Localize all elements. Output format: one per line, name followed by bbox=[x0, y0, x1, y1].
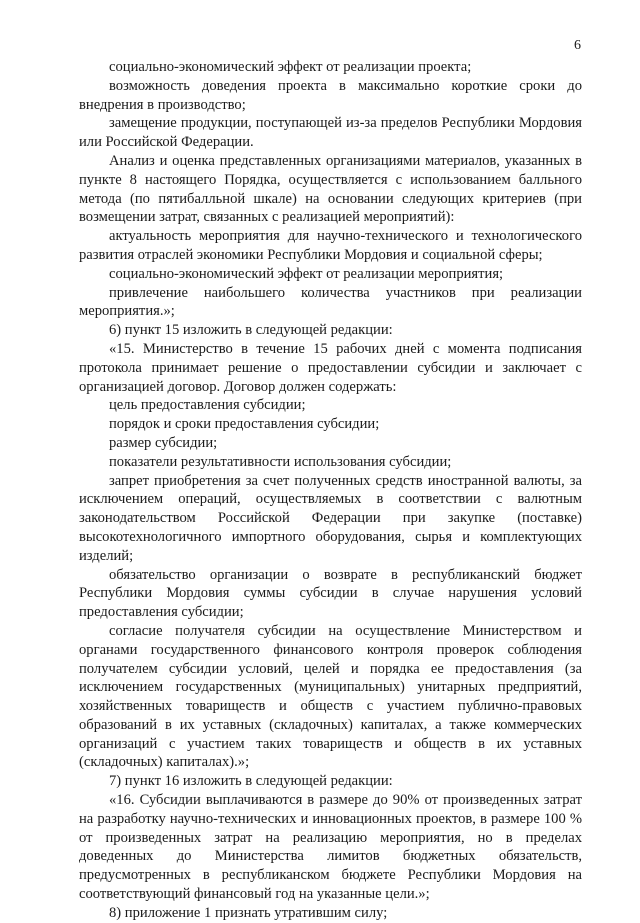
paragraph: социально-экономический эффект от реализации мероприятия; bbox=[109, 265, 504, 282]
paragraph: размер субсидии; bbox=[109, 434, 218, 451]
paragraph: порядок и сроки предоставления субсидии; bbox=[109, 416, 380, 433]
paragraph: привлечение наибольшего количества участников при реализации мероприятия.»; bbox=[79, 284, 582, 320]
document-body bbox=[79, 58, 582, 923]
paragraph: возможность доведения проекта в максимально короткие сроки до внедрения в производство; bbox=[79, 77, 582, 113]
paragraph: согласие получателя субсидии на осуществление Министерством и органами государственного финансового контроля проверок соблюдения получателем субсидии условий, целей и порядка ее предоставления (за исключением государственных (муниципальных) унитарных предприятий, хозяйственных товариществ и обществ с участием публично-правовых образований в их уставных (складочных) капиталах, а также коммерческих организаций с участием таких товариществ и обществ в их уставных (складочных) капиталах).»; bbox=[79, 622, 582, 771]
paragraph: замещение продукции, поступающей из-за пределов Республики Мордовия или Российской Федерации. bbox=[79, 115, 582, 151]
paragraph: 7) пункт 16 изложить в следующей редакции: bbox=[109, 773, 393, 790]
page-number: 6 bbox=[574, 38, 581, 53]
paragraph: 6) пункт 15 изложить в следующей редакции: bbox=[109, 322, 393, 339]
paragraph: показатели результативности использования субсидии; bbox=[109, 453, 452, 470]
paragraph: цель предоставления субсидии; bbox=[109, 397, 306, 414]
paragraph: «15. Министерство в течение 15 рабочих дней с момента подписания протокола принимает решение о предоставлении субсидии и заключает с организацией договор. Договор должен содержать: bbox=[79, 340, 582, 395]
paragraph: Анализ и оценка представленных организациями материалов, указанных в пункте 8 настоящего Порядка, осуществляется с использованием балльного метода (по пятибалльной шкале) на основании следующих критериев (при возмещении затрат, связанных с реализацией мероприятий): bbox=[79, 152, 582, 226]
paragraph: 8) приложение 1 признать утратившим силу; bbox=[109, 904, 388, 921]
paragraph: социально-экономический эффект от реализации проекта; bbox=[109, 59, 472, 75]
paragraph: актуальность мероприятия для научно-технического и технологического развития отраслей экономики Республики Мордовия и социальной сферы; bbox=[79, 228, 582, 263]
paragraph: запрет приобретения за счет полученных средств иностранной валюты, за исключением операций, осуществляемых в соответствии с валютным законодательством Российской Федерации при закупке (поставке) высокотехнологичного импортного оборудования, сырья и комплектующих изделий; bbox=[79, 472, 582, 564]
paragraph: «16. Субсидии выплачиваются в размере до 90% от произведенных затрат на разработку научно-технических и инновационных проектов, в размере 100 % от произведенных затрат на реализацию мероприятия, но в пределах доведенных до Министерства лимитов бюджетных обязательств, предусмотренных в республиканском бюджете Республики Мордовия на соответствующий финансовый год на указанные цели.»; bbox=[79, 792, 582, 903]
paragraph: обязательство организации о возврате в республиканский бюджет Республики Мордовия суммы субсидии в случае нарушения условий предоставления субсидии; bbox=[79, 566, 582, 621]
